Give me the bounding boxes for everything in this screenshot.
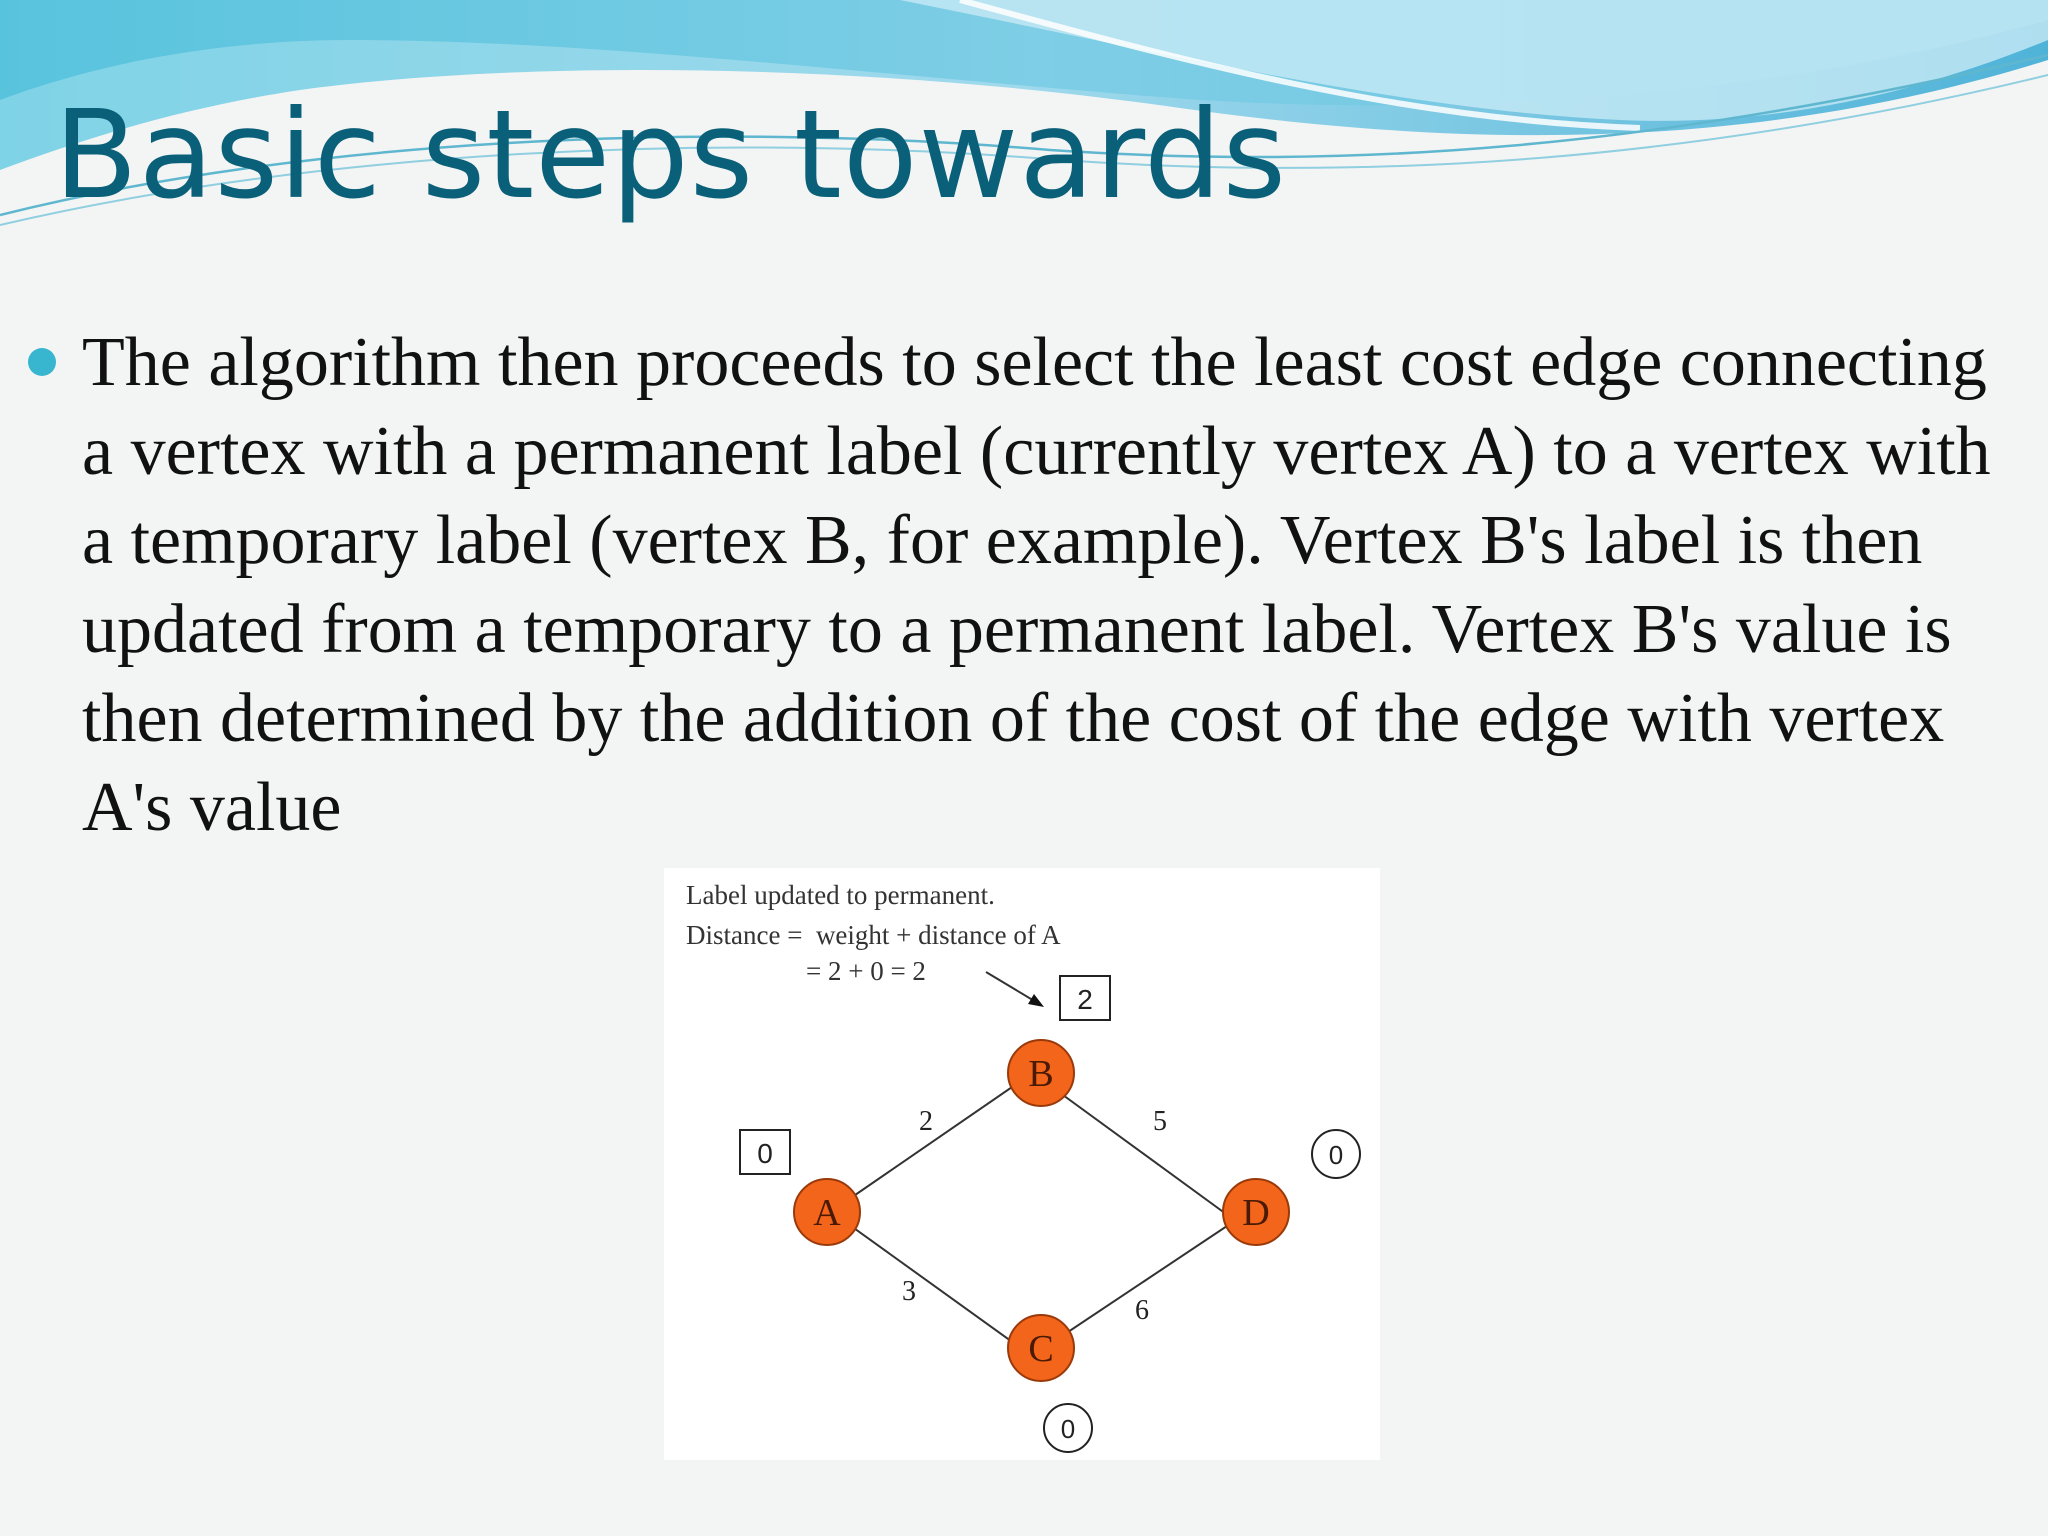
- node-b: [1008, 1040, 1074, 1106]
- node-d: [1223, 1179, 1289, 1245]
- edge-ab: [826, 1074, 1031, 1215]
- bullet-text: The algorithm then proceeds to select the least cost edge connecting a vertex with a permanent label (currently vertex A) to a vertex with a temporary label (vertex B, for example). Vertex B's label is then updated from a temporary to a permanent label. Vertex B's value is then determined by the addition of the cost of the edge with vertex A's value: [82, 324, 1991, 846]
- node-c-letter: C: [1028, 1328, 1054, 1370]
- edge-bd: [1041, 1079, 1248, 1230]
- label-b-value: 2: [1077, 984, 1093, 1015]
- temporary-label-d: [1312, 1130, 1360, 1178]
- node-d-letter: D: [1242, 1192, 1270, 1234]
- node-c: [1008, 1315, 1074, 1381]
- annotation-line-3: = 2 + 0 = 2: [806, 956, 926, 986]
- permanent-label-b: [1060, 976, 1110, 1020]
- temporary-label-c: [1044, 1404, 1092, 1452]
- annotation-line-1: Label updated to permanent.: [686, 880, 995, 910]
- weight-cd: 6: [1135, 1295, 1149, 1326]
- label-d-value: 0: [1328, 1140, 1344, 1170]
- annotation-arrow: [986, 972, 1036, 1002]
- edge-cd: [1041, 1208, 1254, 1350]
- node-a-letter: A: [813, 1192, 841, 1234]
- weight-ab: 2: [919, 1106, 933, 1137]
- weight-ac: 3: [902, 1276, 916, 1307]
- arrowhead-icon: [1028, 994, 1044, 1007]
- node-b-letter: B: [1028, 1053, 1054, 1095]
- slide-title: Basic steps towards: [54, 84, 1288, 226]
- label-a-value: 0: [757, 1138, 773, 1169]
- annotation-line-2: Distance = weight + distance of A: [686, 920, 1061, 950]
- graph-svg: [664, 868, 1380, 1460]
- node-a: [794, 1179, 860, 1245]
- label-c-value: 0: [1060, 1414, 1076, 1444]
- permanent-label-a: [740, 1130, 790, 1174]
- graph-figure: [664, 868, 1380, 1460]
- bullet-icon: [28, 348, 56, 376]
- edge-ac: [826, 1208, 1036, 1359]
- weight-bd: 5: [1153, 1106, 1167, 1137]
